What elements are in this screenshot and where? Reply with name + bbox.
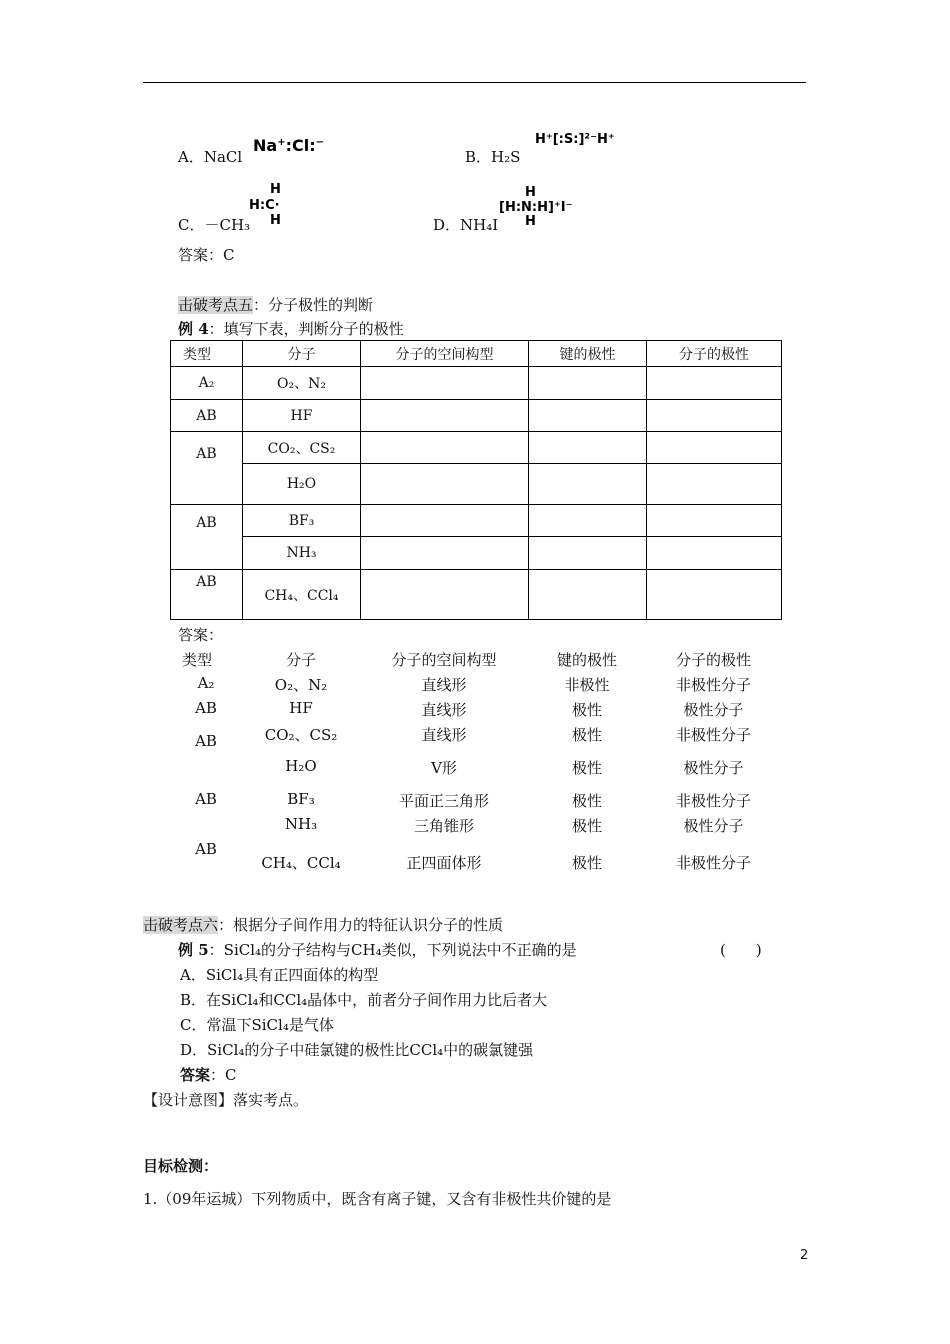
section5-highlight: 击破考点五 xyxy=(178,296,254,314)
cell-blank xyxy=(647,432,782,464)
cell-type: A₂ xyxy=(171,367,243,400)
answer-2-label: 答案： xyxy=(178,626,224,644)
ar-shape: V形 xyxy=(431,759,457,777)
ah-molecule: 分子 xyxy=(285,651,316,669)
choice-b: B．在SiCl₄和CCl₄晶体中，前者分子间作用力比后者大 xyxy=(180,991,548,1009)
th-type: 类型 xyxy=(171,341,243,367)
cell-type: AB xyxy=(171,505,243,570)
th-bond-polarity: 键的极性 xyxy=(529,341,647,367)
cell-blank xyxy=(361,570,529,620)
cell-blank xyxy=(529,400,647,432)
ar-molecule: H₂O xyxy=(285,757,317,775)
option-a-formula xyxy=(253,136,324,155)
cell-type: AB xyxy=(171,432,243,505)
minus-sup: − xyxy=(315,137,324,148)
target-heading: 目标检测： xyxy=(143,1157,219,1175)
answer-paren: ( ) xyxy=(720,941,762,959)
blank-table xyxy=(170,340,782,620)
ar-shape: 正四面体形 xyxy=(406,854,482,872)
cell-blank xyxy=(647,367,782,400)
cell-blank xyxy=(647,537,782,570)
ar-polarity: 极性分子 xyxy=(683,817,744,835)
design-intent: 【设计意图】落实考点。 xyxy=(143,1091,309,1109)
table-header-row xyxy=(171,341,782,367)
ar-polarity: 非极性分子 xyxy=(675,726,751,744)
answer-row xyxy=(170,815,781,837)
example-5-label: 例 5 xyxy=(178,941,209,959)
choice-d: D．SiCl₄的分子中硅氯键的极性比CCl₄中的碳氯键强 xyxy=(180,1041,534,1059)
example-5-text: ：SiCl₄的分子结构与CH₄类似，下列说法中不正确的是 xyxy=(208,941,577,959)
ar-bond: 极性 xyxy=(571,759,602,777)
ar-shape: 直线形 xyxy=(421,726,467,744)
ar-bond: 极性 xyxy=(571,726,602,744)
ar-molecule: HF xyxy=(289,699,313,717)
option-d-formula: [H:N:H]⁺I⁻ xyxy=(499,200,573,215)
cell-blank xyxy=(529,464,647,505)
ar-polarity: 非极性分子 xyxy=(675,676,751,694)
table-row xyxy=(171,367,782,400)
ar-type: AB xyxy=(195,840,217,858)
na-symbol: Na xyxy=(253,136,278,155)
ar-bond: 极性 xyxy=(571,817,602,835)
cell-blank xyxy=(529,432,647,464)
section5-heading xyxy=(178,294,373,315)
option-a-label: A．NaCl xyxy=(178,148,243,166)
table-row xyxy=(171,537,782,570)
cell-molecule: BF₃ xyxy=(243,505,361,537)
ah-polarity: 分子的极性 xyxy=(675,651,751,669)
cell-blank xyxy=(529,367,647,400)
ar-shape: 直线形 xyxy=(421,676,467,694)
header-rule xyxy=(143,82,806,83)
cell-molecule: CH₄、CCl₄ xyxy=(243,570,361,620)
table-row xyxy=(171,464,782,505)
cell-molecule: NH₃ xyxy=(243,537,361,570)
cell-blank xyxy=(529,505,647,537)
ar-bond: 极性 xyxy=(571,701,602,719)
page-number: 2 xyxy=(800,1248,809,1263)
ar-molecule: NH₃ xyxy=(284,815,318,833)
ar-shape: 直线形 xyxy=(421,701,467,719)
cell-blank xyxy=(361,505,529,537)
ar-molecule: BF₃ xyxy=(287,790,315,808)
ar-molecule: CH₄、CCl₄ xyxy=(261,854,341,872)
ar-type: AB xyxy=(195,732,217,750)
cell-blank xyxy=(647,400,782,432)
cell-blank xyxy=(361,464,529,505)
cl-symbol: :Cl: xyxy=(285,136,316,155)
choice-c: C．常温下SiCl₄是气体 xyxy=(180,1016,334,1034)
answer-row xyxy=(170,790,781,812)
th-mol-polarity: 分子的极性 xyxy=(647,341,782,367)
cell-molecule: H₂O xyxy=(243,464,361,505)
section6-heading xyxy=(143,914,503,935)
answer-row xyxy=(170,757,781,779)
ar-bond: 非极性 xyxy=(564,676,610,694)
answer-5 xyxy=(180,1064,237,1085)
th-shape: 分子的空间构型 xyxy=(361,341,529,367)
example-4-label: 例 4 xyxy=(178,320,209,338)
ar-type: AB xyxy=(195,699,217,717)
answer-header-row xyxy=(170,649,781,671)
ar-bond: 极性 xyxy=(571,792,602,810)
cell-blank xyxy=(361,400,529,432)
table-row xyxy=(171,432,782,464)
cell-blank xyxy=(529,570,647,620)
example-4-text: ：填写下表，判断分子的极性 xyxy=(208,320,404,338)
plus-sup: + xyxy=(277,137,286,148)
answer-row xyxy=(170,852,781,874)
option-b-label: B．H₂S xyxy=(465,148,521,166)
ah-bond: 键的极性 xyxy=(556,651,617,669)
choice-a: A．SiCl₄具有正四面体的构型 xyxy=(180,966,379,984)
ar-polarity: 极性分子 xyxy=(683,759,744,777)
answer-row xyxy=(170,674,781,696)
table-row xyxy=(171,400,782,432)
answer-5-value: ：C xyxy=(210,1066,237,1084)
ar-polarity: 非极性分子 xyxy=(675,792,751,810)
question-1: 1.（09年运城）下列物质中，既含有离子键，又含有非极性共价键的是 xyxy=(143,1190,612,1208)
ar-type: A₂ xyxy=(197,674,215,692)
answer-1: 答案：C xyxy=(178,246,235,264)
cell-blank xyxy=(361,367,529,400)
ar-shape: 三角锥形 xyxy=(413,817,474,835)
option-d-h-top: H xyxy=(525,185,536,200)
cell-blank xyxy=(647,505,782,537)
ar-molecule: CO₂、CS₂ xyxy=(264,726,338,744)
table-row xyxy=(171,570,782,620)
cell-blank xyxy=(529,537,647,570)
cell-molecule: HF xyxy=(243,400,361,432)
cell-type: AB xyxy=(171,570,243,620)
ar-bond: 极性 xyxy=(571,854,602,872)
cell-blank xyxy=(647,464,782,505)
option-b-formula: H⁺[:S:]²⁻H⁺ xyxy=(535,132,615,147)
ar-polarity: 极性分子 xyxy=(683,701,744,719)
option-c-h-top: H xyxy=(270,182,281,197)
answer-row xyxy=(170,724,781,750)
cell-blank xyxy=(361,537,529,570)
option-c-label: C．－CH₃ xyxy=(178,216,251,234)
section5-heading-rest: ：分子极性的判断 xyxy=(253,296,374,314)
ar-shape: 平面正三角形 xyxy=(398,792,489,810)
option-c-h-bottom: H xyxy=(270,213,281,228)
section6-heading-rest: ：根据分子间作用力的特征认识分子的性质 xyxy=(218,916,504,934)
option-d-label: D．NH₄I xyxy=(433,216,499,234)
cell-blank xyxy=(361,432,529,464)
ah-type: 类型 xyxy=(182,651,213,669)
answer-row xyxy=(170,699,781,721)
cell-type: AB xyxy=(171,400,243,432)
th-molecule: 分子 xyxy=(243,341,361,367)
ar-type: AB xyxy=(195,790,217,808)
example-4 xyxy=(178,318,404,339)
option-c-formula: H:C· xyxy=(249,198,280,213)
table-row xyxy=(171,505,782,537)
ar-molecule: O₂、N₂ xyxy=(274,676,328,694)
ah-shape: 分子的空间构型 xyxy=(391,651,497,669)
option-d-h-bottom: H xyxy=(525,214,536,229)
example-5 xyxy=(178,939,577,960)
cell-molecule: O₂、N₂ xyxy=(243,367,361,400)
answer-5-label: 答案 xyxy=(180,1066,211,1084)
section6-highlight: 击破考点六 xyxy=(143,916,219,934)
cell-blank xyxy=(647,570,782,620)
cell-molecule: CO₂、CS₂ xyxy=(243,432,361,464)
ar-polarity: 非极性分子 xyxy=(675,854,751,872)
